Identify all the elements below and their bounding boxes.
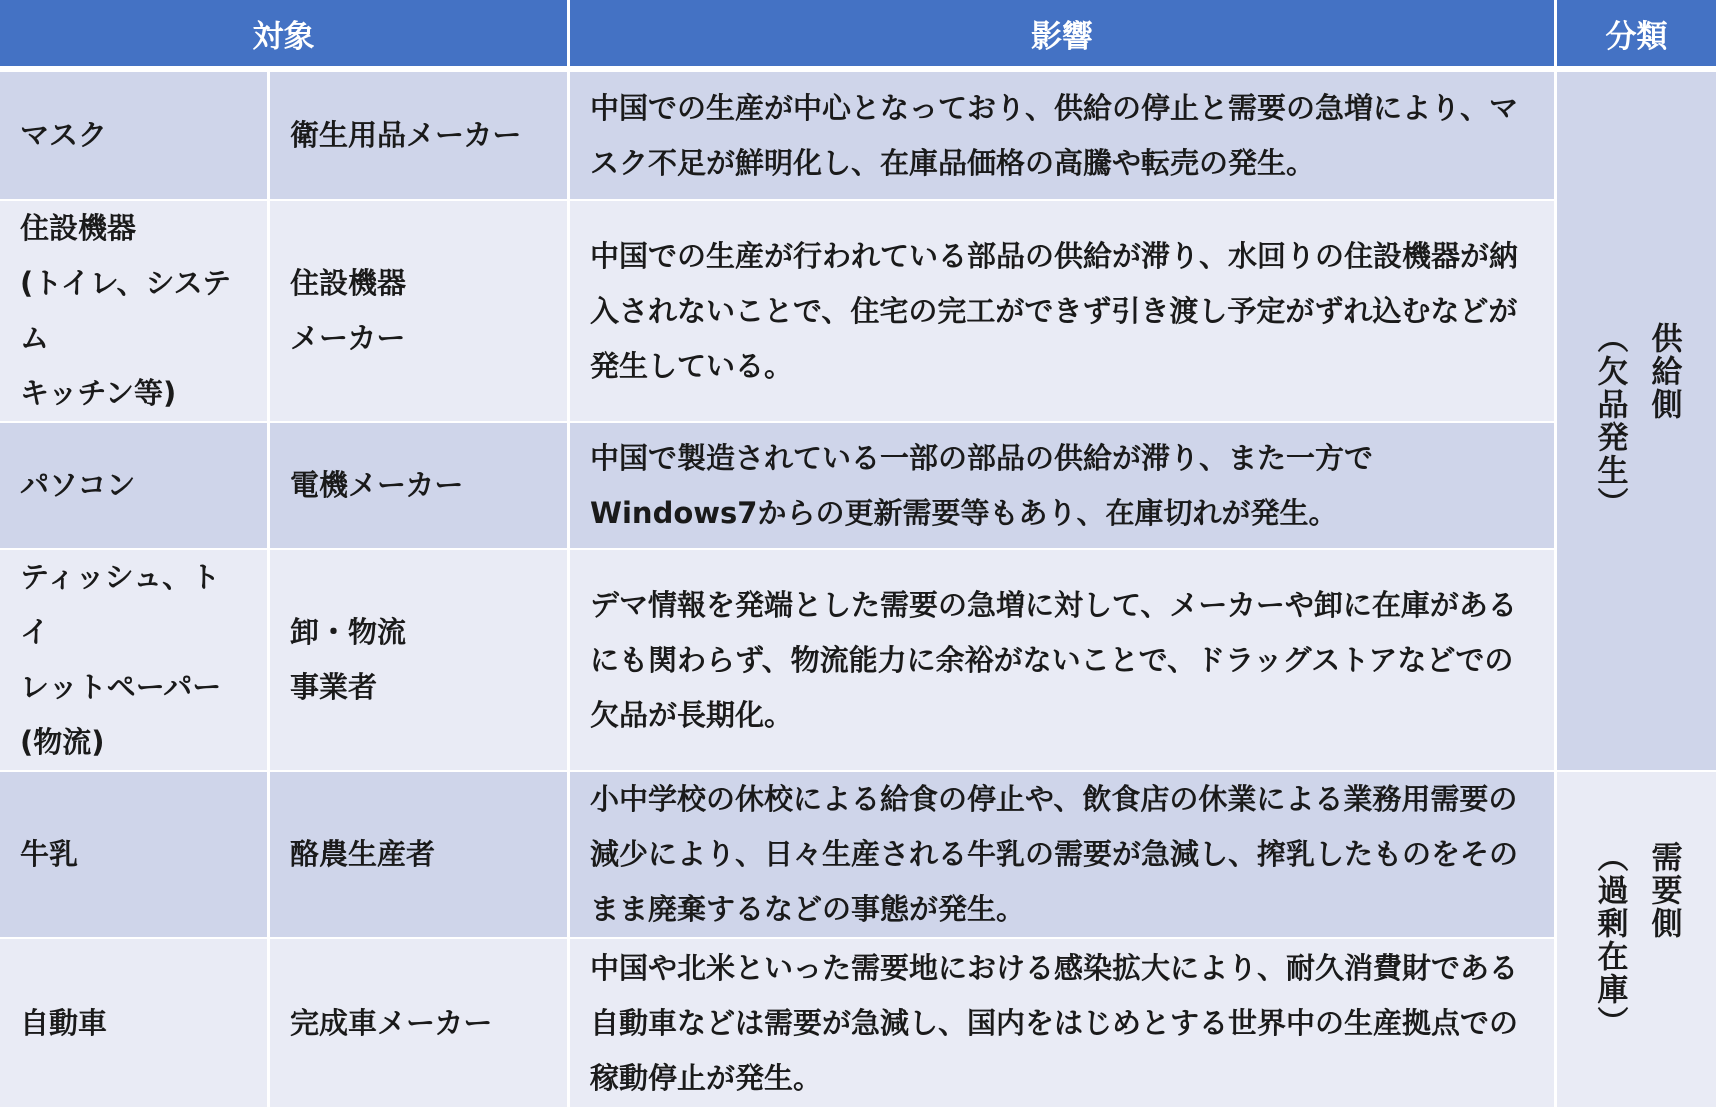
actor-cell: 完成車メーカー [270, 939, 570, 1109]
table-row [0, 772, 1716, 939]
item-cell: 自動車 [0, 939, 270, 1109]
actor-cell: 電機メーカー [270, 423, 570, 550]
header-impact: 影響 [570, 0, 1557, 72]
actor-cell: 衛生用品メーカー [270, 72, 570, 201]
category-demand [1557, 772, 1716, 1109]
item-cell: 住設機器 (トイレ、システム キッチン等) [0, 201, 270, 423]
category-supply-sub: （欠品発生） [1591, 322, 1628, 520]
actor-cell: 住設機器 メーカー [270, 201, 570, 423]
item-cell: 牛乳 [0, 772, 270, 939]
impact-cell: デマ情報を発端とした需要の急増に対して、メーカーや卸に在庫があるにも関わらず、物流能力に余裕がないことで、ドラッグストアなどでの欠品が長期化。 [570, 550, 1557, 772]
table-row [0, 72, 1716, 201]
impact-cell: 中国で製造されている一部の部品の供給が滞り、また一方でWindows7からの更新需要等もあり、在庫切れが発生。 [570, 423, 1557, 550]
category-supply-label: 供給側 [1645, 322, 1682, 421]
actor-cell: 卸・物流 事業者 [270, 550, 570, 772]
item-cell: ティッシュ、トイ レットペーパー (物流) [0, 550, 270, 772]
table-row [0, 423, 1716, 550]
impact-cell: 中国での生産が行われている部品の供給が滞り、水回りの住設機器が納入されないことで、住宅の完工ができず引き渡し予定がずれ込むなどが発生している。 [570, 201, 1557, 423]
table-row [0, 550, 1716, 772]
table-row [0, 939, 1716, 1109]
category-supply [1557, 72, 1716, 772]
table-row [0, 201, 1716, 423]
impact-cell: 小中学校の休校による給食の停止や、飲食店の休業による業務用需要の減少により、日々生産される牛乳の需要が急減し、搾乳したものをそのまま廃棄するなどの事態が発生。 [570, 772, 1557, 939]
item-cell: マスク [0, 72, 270, 201]
category-demand-label: 需要側 [1645, 840, 1682, 940]
actor-cell: 酪農生産者 [270, 772, 570, 939]
category-demand-sub: （過剰在庫） [1591, 840, 1628, 1039]
impact-cell: 中国や北米といった需要地における感染拡大により、耐久消費財である自動車などは需要が急減し、国内をはじめとする世界中の生産拠点での稼動停止が発生。 [570, 939, 1557, 1109]
impact-cell: 中国での生産が中心となっており、供給の停止と需要の急増により、マスク不足が鮮明化し、在庫品価格の高騰や転売の発生。 [570, 72, 1557, 201]
header-category: 分類 [1557, 0, 1716, 72]
item-cell: パソコン [0, 423, 270, 550]
header-row [0, 0, 1716, 72]
header-target: 対象 [0, 0, 570, 72]
